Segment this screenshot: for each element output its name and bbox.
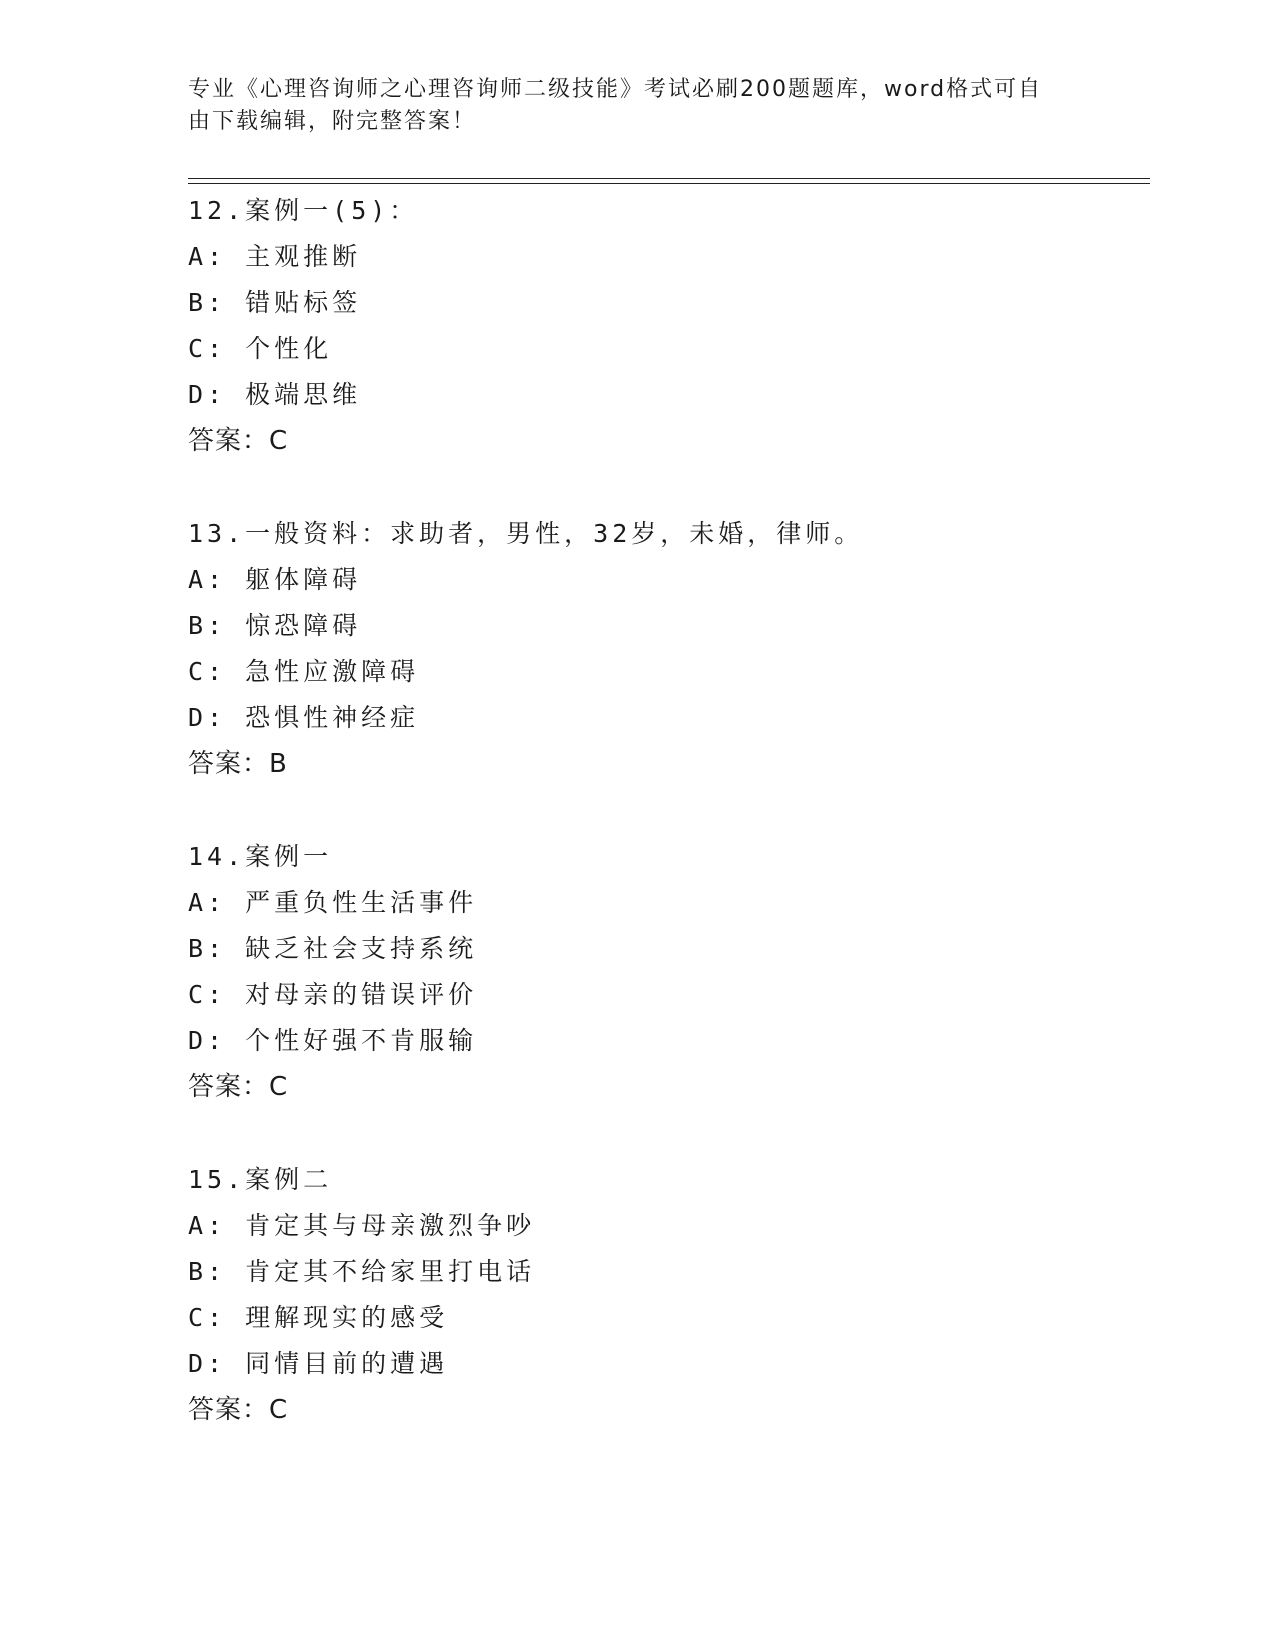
question-12 (188, 188, 1148, 464)
option-a: A: 躯体障碍 (188, 565, 362, 594)
option-d: D: 恐惧性神经症 (188, 703, 420, 732)
option-b: B: 惊恐障碍 (188, 611, 362, 640)
option-d: D: 极端思维 (188, 380, 362, 409)
header-line-2: 由下载编辑，附完整答案！ (188, 109, 477, 134)
header-divider-top (188, 178, 1150, 179)
answer-line: 答案：B (188, 749, 288, 779)
question-stem: 13.一般资料：求助者，男性，32岁，未婚，律师。 (188, 519, 864, 548)
option-d: D: 同情目前的遭遇 (188, 1349, 449, 1378)
option-c: C: 理解现实的感受 (188, 1303, 449, 1332)
question-15 (188, 1157, 1148, 1433)
header-divider-bottom (188, 183, 1150, 184)
question-stem: 14.案例一 (188, 842, 333, 871)
option-a: A: 严重负性生活事件 (188, 888, 478, 917)
option-b: B: 缺乏社会支持系统 (188, 934, 478, 963)
document-header (188, 74, 1088, 138)
answer-line: 答案：C (188, 1395, 289, 1425)
option-a: A: 肯定其与母亲激烈争吵 (188, 1211, 536, 1240)
answer-line: 答案：C (188, 426, 289, 456)
header-line-1: 专业《心理咨询师之心理咨询师二级技能》考试必刷200题题库，word格式可自 (188, 77, 1043, 102)
option-c: C: 急性应激障碍 (188, 657, 420, 686)
question-stem: 12.案例一(5)： (188, 196, 419, 225)
option-c: C: 对母亲的错误评价 (188, 980, 478, 1009)
option-b: B: 肯定其不给家里打电话 (188, 1257, 536, 1286)
option-a: A: 主观推断 (188, 242, 362, 271)
question-list (188, 188, 1148, 1480)
question-14 (188, 834, 1148, 1110)
question-stem: 15.案例二 (188, 1165, 333, 1194)
option-b: B: 错贴标签 (188, 288, 362, 317)
option-d: D: 个性好强不肯服输 (188, 1026, 478, 1055)
option-c: C: 个性化 (188, 334, 333, 363)
question-13 (188, 511, 1148, 787)
answer-line: 答案：C (188, 1072, 289, 1102)
